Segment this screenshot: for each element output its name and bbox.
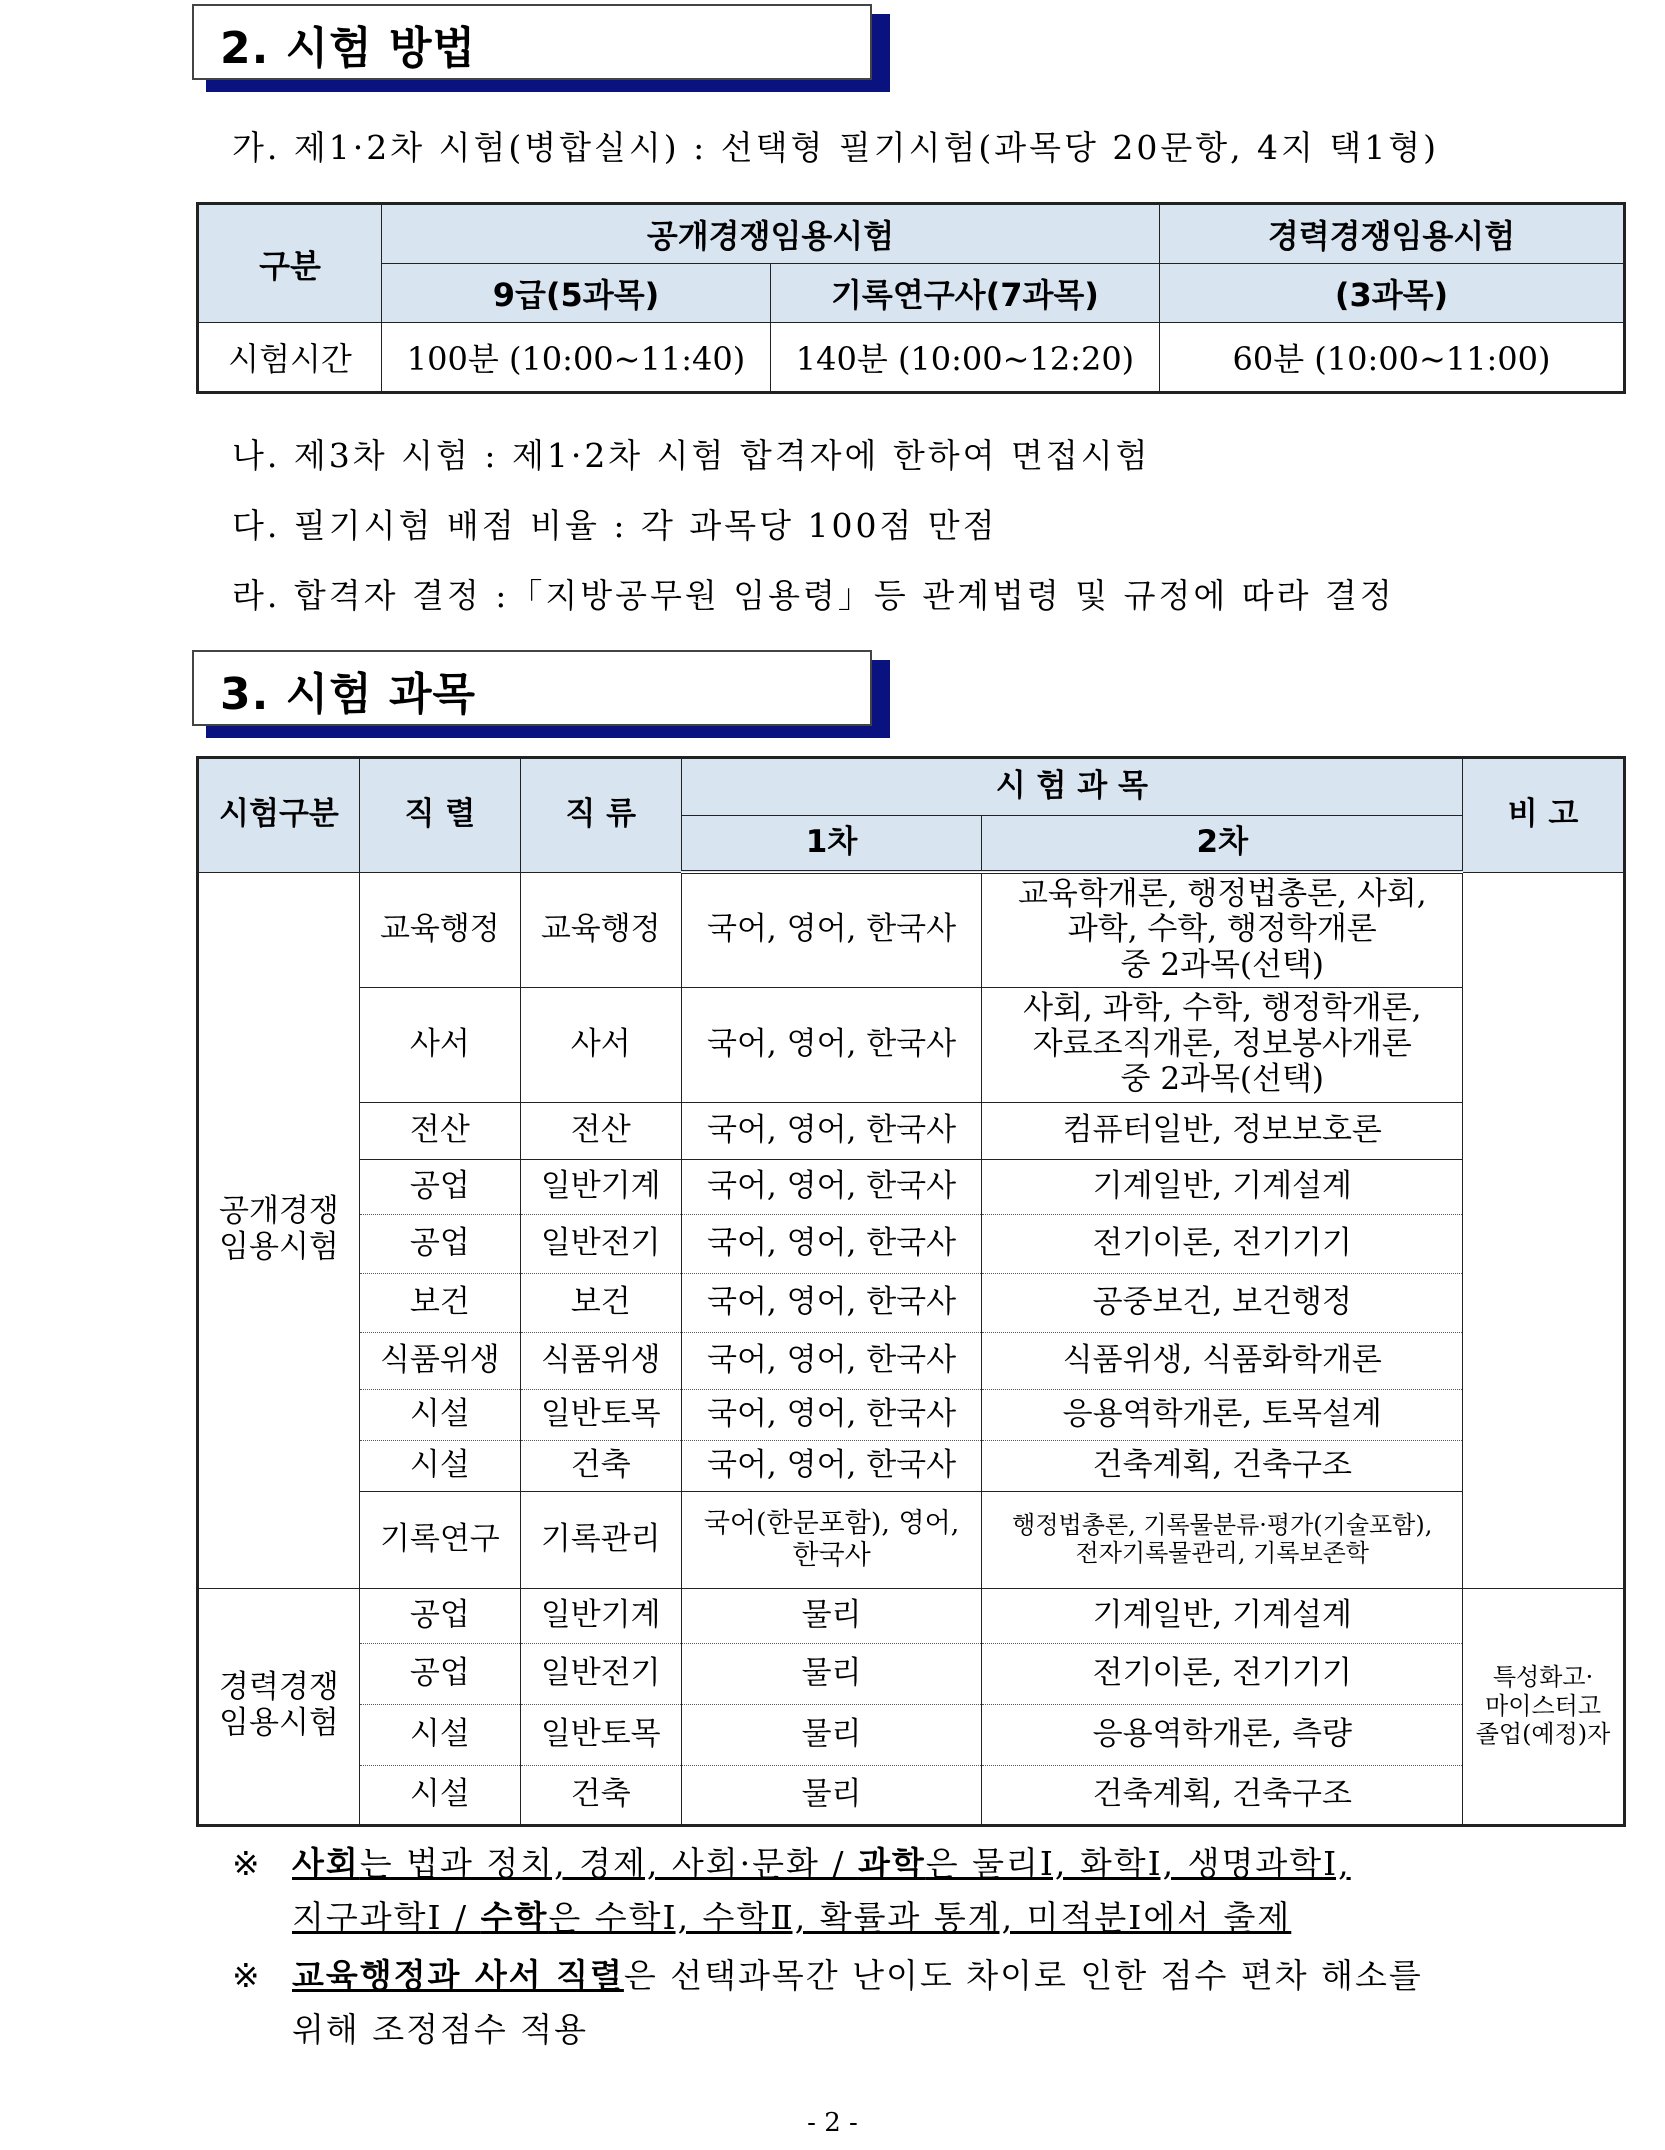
header-category: 구분 [198,204,382,323]
group-open-line1: 공개경쟁 [219,1193,339,1230]
series-cell: 교육행정 [359,872,520,987]
first-subjects-cell: 물리 [681,1588,982,1643]
series-cell: 시설 [359,1704,520,1765]
class-cell: 일반전기 [520,1643,681,1704]
table-row [198,1643,1625,1704]
class-cell: 일반토목 [520,1389,681,1440]
second-line: 자료조직개론, 정보봉사개론 [1032,1025,1412,1062]
note-text: 은 물리Ⅰ, 화학Ⅰ, 생명과학Ⅰ, [925,1844,1351,1883]
first-subjects-cell: 국어, 영어, 한국사 [681,1389,982,1440]
class-cell: 일반토목 [520,1704,681,1765]
series-cell: 전산 [359,1102,520,1159]
series-cell: 시설 [359,1765,520,1825]
note-text: 은 선택과목간 난이도 차이로 인한 점수 편차 해소를 [623,1956,1423,1995]
note-text: 은 수학Ⅰ, 수학Ⅱ, 확률과 통계, 미적분Ⅰ에서 출제 [548,1898,1292,1937]
group-career-exam [198,1588,360,1825]
first-subjects-cell: 국어, 영어, 한국사 [681,987,982,1102]
table-row [198,987,1625,1102]
class-cell: 일반기계 [520,1588,681,1643]
group-career-line1: 경력경쟁 [219,1669,339,1706]
series-cell: 기록연구 [359,1491,520,1588]
class-cell: 기록관리 [520,1491,681,1588]
header-series: 직 렬 [359,758,520,873]
first-subjects-cell: 국어, 영어, 한국사 [681,872,982,987]
second-subjects-cell: 공중보건, 보건행정 [982,1273,1463,1332]
header-grade9: 9급(5과목) [382,264,771,323]
series-cell: 보건 [359,1273,520,1332]
second-line: 교육학개론, 행정법총론, 사회, [1017,875,1427,912]
class-cell: 사서 [520,987,681,1102]
note-2-line-2: 위해 조정점수 적용 [292,2010,589,2049]
remarks-career-cell [1463,1588,1625,1825]
section-3-heading [192,650,872,726]
class-cell: 전산 [520,1102,681,1159]
first-subjects-cell: 국어, 영어, 한국사 [681,1332,982,1389]
table-row [198,1214,1625,1273]
second-subjects-cell: 컴퓨터일반, 정보보호론 [982,1102,1463,1159]
item-na: 나. 제3차 시험 : 제1·2차 시험 합격자에 한하여 면접시험 [232,436,1151,475]
remark-line: 특성화고· [1492,1662,1594,1691]
first-subjects-cell: 물리 [681,1765,982,1825]
table-row [198,1389,1625,1440]
series-cell: 사서 [359,987,520,1102]
header-record-researcher: 기록연구사(7과목) [770,264,1159,323]
second-subjects-cell: 응용역학개론, 측량 [982,1704,1463,1765]
first-subjects-cell: 물리 [681,1704,982,1765]
remarks-open-cell [1463,872,1625,1588]
remark-line: 마이스터고 [1485,1691,1601,1720]
time-record-researcher: 140분 (10:00~12:20) [770,323,1159,393]
second-subjects-cell: 응용역학개론, 토목설계 [982,1389,1463,1440]
second-subjects-cell: 기계일반, 기계설계 [982,1588,1463,1643]
header-career-exam: 경력경쟁임용시험 [1159,204,1624,264]
class-cell: 교육행정 [520,872,681,987]
note-mark: ※ [232,1844,262,1883]
header-class: 직 류 [520,758,681,873]
series-cell: 시설 [359,1440,520,1491]
header-exam-category: 시험구분 [198,758,360,873]
first-subjects-cell: 국어, 영어, 한국사 [681,1273,982,1332]
table-row [198,1588,1625,1643]
second-subjects-cell: 기계일반, 기계설계 [982,1159,1463,1214]
table-row [198,1273,1625,1332]
header-subjects: 시 험 과 목 [681,758,1462,816]
table-row [198,1491,1625,1588]
second-subjects-cell: 건축계획, 건축구조 [982,1765,1463,1825]
second-subjects-cell: 건축계획, 건축구조 [982,1440,1463,1491]
note-mark: ※ [232,1956,262,1995]
class-cell: 일반기계 [520,1159,681,1214]
table-row [198,1440,1625,1491]
series-cell: 공업 [359,1159,520,1214]
first-subjects-cell: 국어, 영어, 한국사 [681,1102,982,1159]
second-subjects-cell [982,1491,1463,1588]
class-cell: 보건 [520,1273,681,1332]
row-label-exam-time: 시험시간 [198,323,382,393]
exam-subjects-table [196,756,1626,1827]
time-career: 60분 (10:00~11:00) [1159,323,1624,393]
header-first-round: 1차 [681,816,982,873]
section-2-title: 2. 시험 방법 [220,23,476,74]
header-career-subjects: (3과목) [1159,264,1624,323]
series-cell: 공업 [359,1643,520,1704]
item-da: 다. 필기시험 배점 비율 : 각 과목당 100점 만점 [232,506,998,545]
first-line: 국어(한문포함), 영어, [703,1508,960,1540]
table-row [198,1159,1625,1214]
note-2-line-1 [232,1950,1423,1997]
class-cell: 일반전기 [520,1214,681,1273]
item-ra: 라. 합격자 결정 :「지방공무원 임용령」등 관계법령 및 규정에 따라 결정 [232,576,1395,615]
second-line: 행정법총론, 기록물분류·평가(기술포함), [1012,1510,1433,1539]
first-subjects-cell: 국어, 영어, 한국사 [681,1214,982,1273]
series-cell: 공업 [359,1214,520,1273]
table-row [198,1704,1625,1765]
first-subjects-cell: 국어, 영어, 한국사 [681,1159,982,1214]
table-row [198,1765,1625,1825]
header-remarks: 비 고 [1463,758,1625,873]
remark-line: 졸업(예정)자 [1475,1720,1611,1749]
first-subjects-cell: 국어, 영어, 한국사 [681,1440,982,1491]
series-cell: 식품위생 [359,1332,520,1389]
second-line: 중 2과목(선택) [1120,947,1325,984]
second-line: 과학, 수학, 행정학개론 [1067,911,1377,948]
header-second-round: 2차 [982,816,1463,873]
second-subjects-cell: 식품위생, 식품화학개론 [982,1332,1463,1389]
series-cell: 시설 [359,1389,520,1440]
group-career-line2: 임용시험 [219,1705,339,1741]
group-open-line2: 임용시험 [219,1229,339,1265]
group-open-exam [198,872,360,1588]
note-text: 지구과학Ⅰ / [292,1898,481,1937]
note-1-line-1 [232,1838,1351,1885]
second-subjects-cell [982,987,1463,1102]
time-grade9: 100분 (10:00~11:40) [382,323,771,393]
note-text: 는 법과 정치, 경제, 사회·문화 / [359,1844,858,1883]
second-subjects-cell: 전기이론, 전기기기 [982,1214,1463,1273]
table-row [198,1102,1625,1159]
class-cell: 건축 [520,1765,681,1825]
class-cell: 식품위생 [520,1332,681,1389]
second-line: 중 2과목(선택) [1120,1061,1325,1098]
first-line: 한국사 [792,1539,871,1571]
section-3-title: 3. 시험 과목 [220,669,476,720]
section-2-heading [192,4,872,80]
second-subjects-cell [982,872,1463,987]
note-bold: 수학 [480,1898,549,1937]
note-bold: 교육행정과 사서 직렬 [292,1956,624,1995]
series-cell: 공업 [359,1588,520,1643]
first-subjects-cell: 물리 [681,1643,982,1704]
second-line: 전자기록물관리, 기록보존학 [1075,1538,1369,1567]
second-subjects-cell: 전기이론, 전기기기 [982,1643,1463,1704]
note-bold: 사회 [292,1844,360,1883]
class-cell: 건축 [520,1440,681,1491]
header-open-exam: 공개경쟁임용시험 [382,204,1160,264]
note-bold: 과학 [857,1844,926,1883]
table-row [198,1332,1625,1389]
exam-time-table [196,202,1626,394]
note-1-line-2 [292,1892,1291,1939]
table-row [198,872,1625,987]
item-ga: 가. 제1·2차 시험(병합실시) : 선택형 필기시험(과목당 20문항, 4지 택1형) [232,128,1440,167]
page-number: - 2 - [807,2108,858,2138]
first-subjects-cell [681,1491,982,1588]
second-line: 사회, 과학, 수학, 행정학개론, [1023,990,1422,1027]
